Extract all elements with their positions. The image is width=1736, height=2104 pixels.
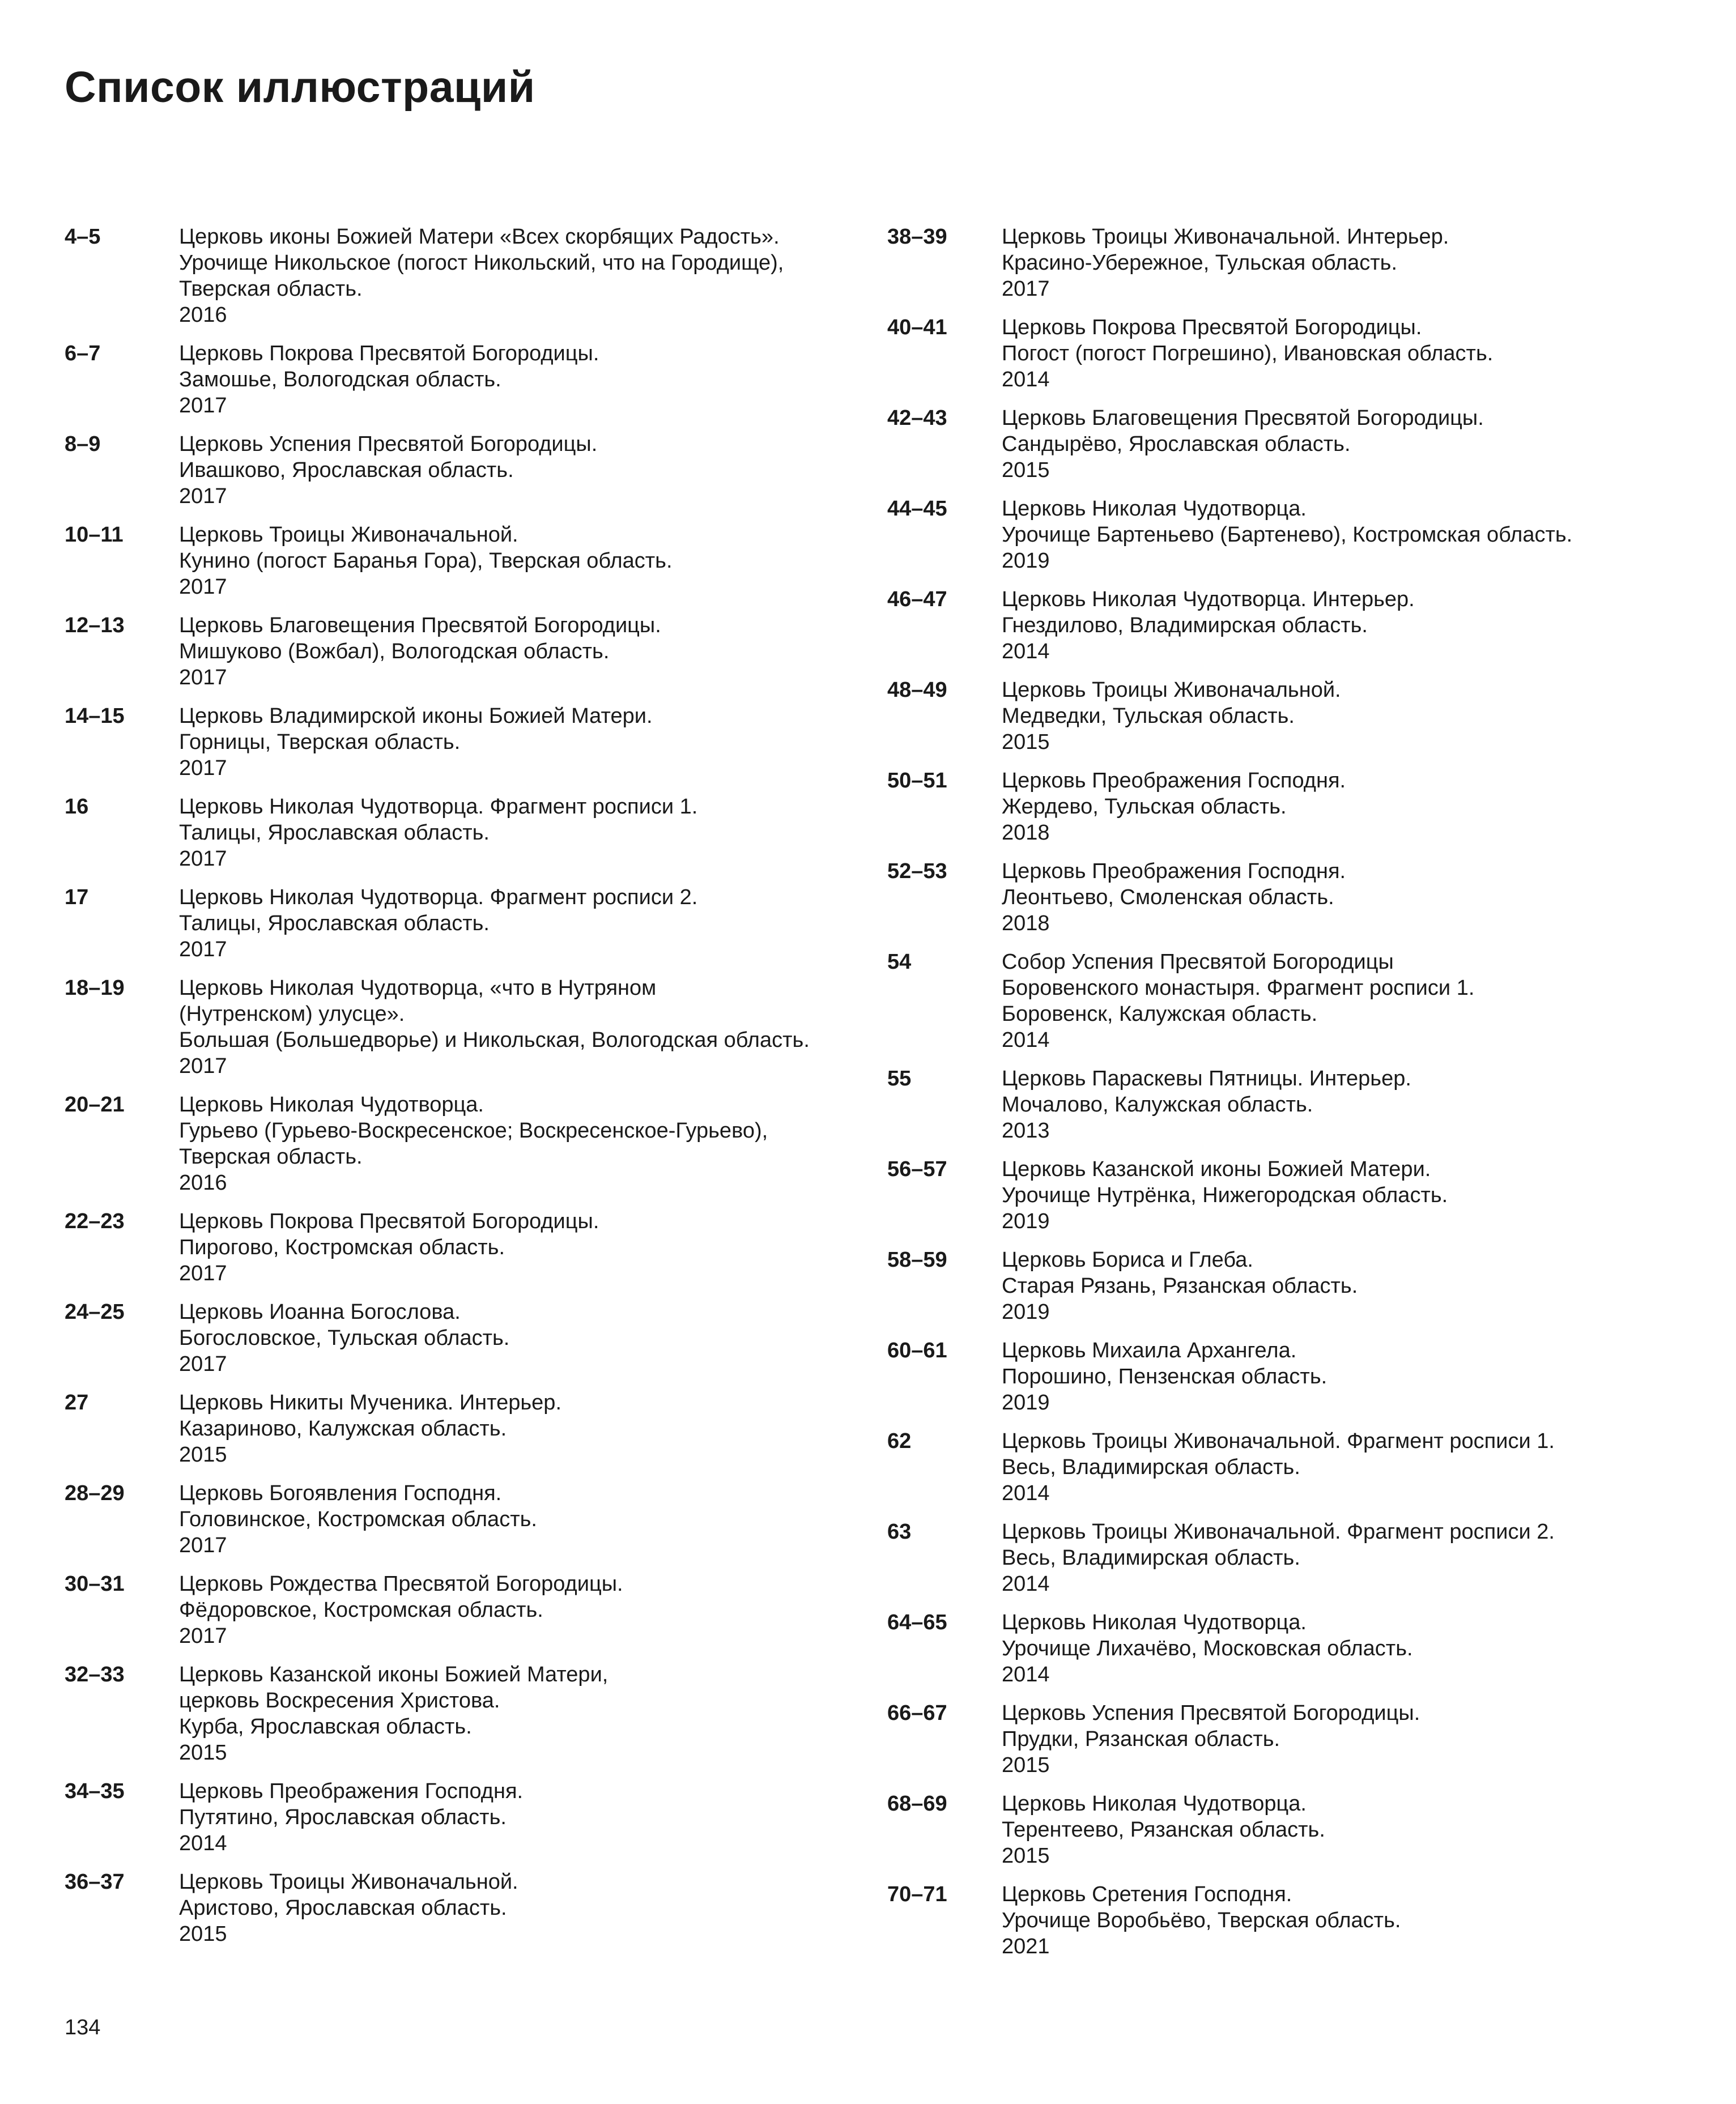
page-range: 8–9 [65,432,101,456]
list-item [65,1092,835,1196]
caption-line: Боровенского монастыря. Фрагмент росписи 1. [1002,976,1475,1000]
page-range: 30–31 [65,1572,125,1596]
list-item [887,1066,1658,1144]
caption-line: 2014 [1002,1572,1050,1596]
page-range: 28–29 [65,1481,125,1505]
caption-line: Урочище Лихачёво, Московская область. [1002,1637,1413,1660]
caption-line: 2017 [1002,277,1050,301]
page-range: 66–67 [887,1701,947,1725]
page-title: Список иллюстраций [65,63,535,112]
caption-line: Боровенск, Калужская область. [1002,1002,1318,1026]
list-item [887,496,1658,574]
list-item [65,1480,835,1558]
caption-line: 2017 [179,756,227,780]
list-item [887,1791,1658,1869]
caption-line: Церковь Троицы Живоначальной. [179,1870,518,1894]
page-range: 17 [65,885,89,909]
list-item [887,1428,1658,1506]
caption-line: Весь, Владимирская область. [1002,1455,1300,1479]
caption-line: Церковь Бориса и Глеба. [1002,1248,1253,1272]
caption-line: Пирогово, Костромская область. [179,1236,505,1259]
page-range: 14–15 [65,704,125,728]
caption-line: Ивашково, Ярославская область. [179,458,514,482]
illustration-caption [1002,1881,1658,1960]
illustration-caption [1002,496,1658,574]
list-item [887,1338,1658,1416]
caption-line: Церковь Троицы Живоначальной. Интерьер. [1002,225,1449,249]
caption-line: Тверская область. [179,1145,363,1169]
caption-line: Замошье, Вологодская область. [179,368,501,391]
caption-line: 2013 [1002,1119,1050,1143]
caption-line: 2014 [1002,1481,1050,1505]
illustration-caption [1002,858,1658,936]
page-range: 32–33 [65,1663,125,1686]
caption-line: Прудки, Рязанская область. [1002,1727,1280,1751]
list-item [887,1247,1658,1325]
page-range: 27 [65,1391,89,1415]
caption-line: 2014 [1002,1663,1050,1686]
caption-line: Церковь Николая Чудотворца, «что в Нутряном [179,976,657,1000]
list-item [65,1299,835,1377]
page-range: 55 [887,1067,912,1091]
list-item [887,949,1658,1053]
illustration-caption [1002,768,1658,846]
page-range: 18–19 [65,976,125,1000]
page-range: 46–47 [887,587,947,611]
illustration-caption [1002,1791,1658,1869]
caption-line: 2014 [1002,1028,1050,1052]
caption-line: 2019 [1002,1209,1050,1233]
caption-line: Талицы, Ярославская область. [179,912,490,935]
page-range: 42–43 [887,406,947,430]
caption-line: 2015 [179,1443,227,1467]
caption-line: церковь Воскресения Христова. [179,1689,500,1713]
caption-line: Урочище Никольское (погост Никольский, что на Городище), [179,251,784,275]
caption-line: Церковь Преображения Господня. [1002,769,1346,793]
caption-line: Красино-Убережное, Тульская область. [1002,251,1398,275]
caption-line: Весь, Владимирская область. [1002,1546,1300,1570]
page-range: 68–69 [887,1792,947,1816]
caption-line: Курба, Ярославская область. [179,1715,472,1739]
caption-line: 2019 [1002,1300,1050,1324]
caption-line: Головинское, Костромская область. [179,1507,537,1531]
illustration-caption [1002,1700,1658,1778]
list-item [887,768,1658,846]
illustration-caption [179,1869,835,1947]
list-item [65,224,835,328]
caption-line: 2017 [179,394,227,418]
illustration-caption [1002,949,1658,1053]
list-item [887,1609,1658,1688]
caption-line: Церковь Владимирской иконы Божией Матери. [179,704,653,728]
page-range: 34–35 [65,1779,125,1803]
page-range: 56–57 [887,1157,947,1181]
list-item [65,1571,835,1649]
caption-line: Собор Успения Пресвятой Богородицы [1002,950,1394,974]
page-range: 64–65 [887,1611,947,1634]
caption-line: 2017 [179,1262,227,1285]
caption-line: 2014 [1002,368,1050,391]
caption-line: Церковь Иоанна Богослова. [179,1300,461,1324]
caption-line: Большая (Большедворье) и Никольская, Вологодская область. [179,1028,810,1052]
page-range: 48–49 [887,678,947,702]
caption-line: Церковь Троицы Живоначальной. Фрагмент росписи 2. [1002,1520,1555,1544]
illustration-caption [179,612,835,691]
caption-line: Старая Рязань, Рязанская область. [1002,1274,1358,1298]
illustration-caption [179,1662,835,1766]
list-item [887,1156,1658,1234]
illustration-caption [1002,405,1658,483]
caption-line: Церковь Казанской иконы Божией Матери, [179,1663,609,1686]
caption-line: Леонтьево, Смоленская область. [1002,885,1334,909]
illustration-caption [179,1299,835,1377]
list-item [65,612,835,691]
caption-line: 2015 [179,1922,227,1946]
caption-line: Церковь Николая Чудотворца. Фрагмент росписи 1. [179,795,698,819]
page-range: 60–61 [887,1339,947,1362]
caption-line: Талицы, Ярославская область. [179,821,490,845]
list-item [887,314,1658,393]
page-range: 70–71 [887,1882,947,1906]
list-item [65,975,835,1079]
caption-line: 2016 [179,303,227,327]
list-item [887,405,1658,483]
caption-line: 2021 [1002,1935,1050,1958]
illustration-caption [179,1778,835,1856]
caption-line: 2015 [179,1741,227,1765]
caption-line: Путятино, Ярославская область. [179,1805,507,1829]
caption-line: 2015 [1002,1844,1050,1868]
list-item [887,224,1658,302]
illustration-caption [179,522,835,600]
caption-line: Горницы, Тверская область. [179,730,461,754]
caption-line: 2015 [1002,458,1050,482]
illustration-caption [1002,1156,1658,1234]
illustration-caption [1002,314,1658,393]
caption-line: Мочалово, Калужская область. [1002,1093,1313,1117]
list-item [65,1869,835,1947]
caption-line: 2017 [179,1054,227,1078]
list-item [65,1208,835,1287]
caption-line: Казариново, Калужская область. [179,1417,507,1441]
caption-line: Церковь Благовещения Пресвятой Богородицы. [179,614,661,637]
caption-line: Порошино, Пензенская область. [1002,1365,1327,1389]
caption-line: Фёдоровское, Костромская область. [179,1598,543,1622]
caption-line: Церковь Успения Пресвятой Богородицы. [1002,1701,1420,1725]
caption-line: 2017 [179,1352,227,1376]
caption-line: Гурьево (Гурьево-Воскресенское; Воскресенское-Гурьево), [179,1119,768,1143]
caption-line: Церковь Троицы Живоначальной. Фрагмент росписи 1. [1002,1429,1555,1453]
caption-line: 2014 [179,1832,227,1855]
list-item [887,1700,1658,1778]
caption-line: Сандырёво, Ярославская область. [1002,432,1351,456]
list-item [887,1881,1658,1960]
caption-line: Церковь Николая Чудотворца. Фрагмент росписи 2. [179,885,698,909]
page-range: 22–23 [65,1209,125,1233]
caption-line: Церковь Николая Чудотворца. [1002,497,1307,521]
caption-line: Церковь Богоявления Господня. [179,1481,502,1505]
illustration-caption [179,1480,835,1558]
caption-line: 2017 [179,1624,227,1648]
caption-line: Церковь Покрова Пресвятой Богородицы. [1002,316,1422,339]
illustration-caption [179,975,835,1079]
list-item [65,1778,835,1856]
caption-line: Богословское, Тульская область. [179,1326,510,1350]
illustration-caption [1002,1247,1658,1325]
caption-line: 2015 [1002,1753,1050,1777]
caption-line: Церковь Благовещения Пресвятой Богородицы. [1002,406,1484,430]
illustration-caption [1002,1519,1658,1597]
list-item [65,522,835,600]
illustration-caption [1002,1609,1658,1688]
caption-line: Медведки, Тульская область. [1002,704,1295,728]
list-item [65,1662,835,1766]
caption-line: Церковь Николая Чудотворца. [1002,1611,1307,1634]
caption-line: 2015 [1002,730,1050,754]
list-item [65,884,835,962]
caption-line: Погост (погост Погрешино), Ивановская область. [1002,342,1494,365]
caption-line: Церковь Рождества Пресвятой Богородицы. [179,1572,623,1596]
caption-line: Церковь Преображения Господня. [179,1779,524,1803]
illustration-caption [1002,1428,1658,1506]
illustration-caption [179,1092,835,1196]
illustration-caption [1002,1338,1658,1416]
caption-line: Церковь Николая Чудотворца. [179,1093,484,1117]
caption-line: Церковь Троицы Живоначальной. [1002,678,1341,702]
page-range: 40–41 [887,316,947,339]
page-range: 12–13 [65,614,125,637]
caption-line: 2014 [1002,640,1050,663]
list-item [887,858,1658,936]
page-range: 16 [65,795,89,819]
page-range: 54 [887,950,912,974]
caption-line: Церковь Сретения Господня. [1002,1882,1292,1906]
caption-line: Тверская область. [179,277,363,301]
caption-line: 2018 [1002,821,1050,845]
illustration-caption [179,224,835,328]
caption-line: Урочище Воробьёво, Тверская область. [1002,1909,1401,1932]
page-range: 10–11 [65,523,124,547]
illustration-caption [1002,586,1658,665]
caption-line: Церковь Успения Пресвятой Богородицы. [179,432,598,456]
caption-line: Церковь Михаила Архангела. [1002,1339,1297,1362]
illustration-caption [1002,224,1658,302]
caption-line: 2017 [179,575,227,599]
illustration-caption [179,431,835,509]
page-range: 58–59 [887,1248,947,1272]
page-range: 6–7 [65,342,101,365]
caption-line: Церковь Покрова Пресвятой Богородицы. [179,342,599,365]
illustration-caption [179,884,835,962]
list-item [887,677,1658,755]
page-number: 134 [65,2016,101,2039]
caption-line: Урочище Нутрёнка, Нижегородская область. [1002,1183,1448,1207]
page-range: 63 [887,1520,912,1544]
caption-line: Гнездилово, Владимирская область. [1002,614,1368,637]
caption-line: Церковь Параскевы Пятницы. Интерьер. [1002,1067,1411,1091]
page-range: 62 [887,1429,912,1453]
list-item [65,431,835,509]
illustration-list-right-column [887,224,1658,1972]
caption-line: 2018 [1002,912,1050,935]
caption-line: Церковь Николая Чудотворца. Интерьер. [1002,587,1415,611]
illustration-caption [179,1208,835,1287]
caption-line: 2019 [1002,1391,1050,1415]
caption-line: 2016 [179,1171,227,1195]
caption-line: Урочище Бартеньево (Бартенево), Костромская область. [1002,523,1573,547]
page-range: 4–5 [65,225,101,249]
caption-line: 2017 [179,666,227,689]
caption-line: Аристово, Ярославская область. [179,1896,507,1920]
list-item [887,586,1658,665]
caption-line: 2017 [179,484,227,508]
list-item [65,794,835,872]
illustration-caption [179,1571,835,1649]
caption-line: (Нутренском) улусце». [179,1002,405,1026]
caption-line: Церковь Николая Чудотворца. [1002,1792,1307,1816]
illustration-caption [1002,677,1658,755]
caption-line: Церковь иконы Божией Матери «Всех скорбящих Радость». [179,225,780,249]
illustration-caption [179,794,835,872]
illustration-caption [179,703,835,781]
page-range: 20–21 [65,1093,125,1117]
illustration-caption [1002,1066,1658,1144]
page-range: 44–45 [887,497,947,521]
page-range: 50–51 [887,769,947,793]
caption-line: Терентеево, Рязанская область. [1002,1818,1325,1842]
caption-line: Жердево, Тульская область. [1002,795,1287,819]
caption-line: Кунино (погост Баранья Гора), Тверская область. [179,549,673,573]
illustration-caption [179,340,835,419]
illustration-caption [179,1390,835,1468]
list-item [65,703,835,781]
list-item [65,340,835,419]
caption-line: Церковь Казанской иконы Божией Матери. [1002,1157,1431,1181]
page-range: 36–37 [65,1870,125,1894]
caption-line: 2017 [179,847,227,871]
page-range: 52–53 [887,859,947,883]
caption-line: Церковь Никиты Мученика. Интерьер. [179,1391,562,1415]
caption-line: Мишуково (Вожбал), Вологодская область. [179,640,610,663]
page-range: 24–25 [65,1300,125,1324]
caption-line: 2019 [1002,549,1050,573]
list-item [65,1390,835,1468]
list-item [887,1519,1658,1597]
illustration-list-left-column [65,224,835,1960]
page-range: 38–39 [887,225,947,249]
caption-line: Церковь Троицы Живоначальной. [179,523,518,547]
caption-line: 2017 [179,938,227,961]
caption-line: Церковь Преображения Господня. [1002,859,1346,883]
caption-line: Церковь Покрова Пресвятой Богородицы. [179,1209,599,1233]
caption-line: 2017 [179,1534,227,1557]
